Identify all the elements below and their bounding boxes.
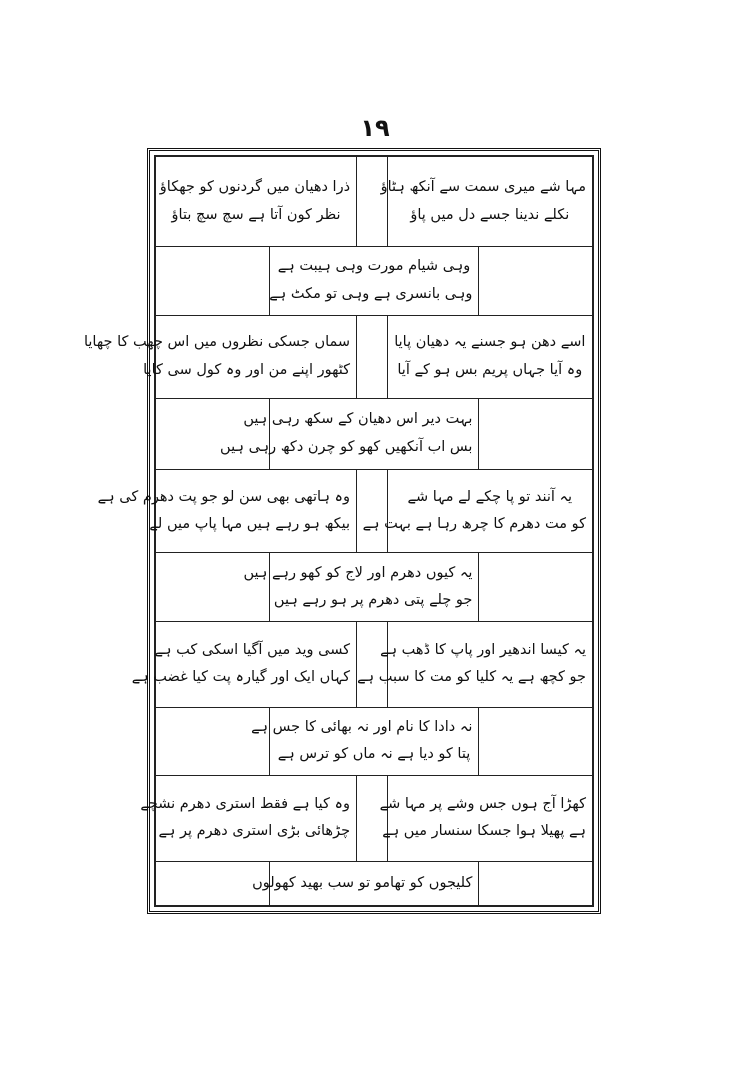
verse-line: ہے پھیلا ہوا جسکا سنسار میں ہے: [382, 823, 586, 840]
empty-cell: [479, 707, 593, 775]
empty-cell: [479, 553, 593, 621]
verse-line: وہی بانسری ہے وہی تو مکٹ ہے: [269, 285, 473, 302]
left-hemistich-cell: [156, 157, 357, 247]
center-verse-row: [156, 399, 593, 469]
center-verse-row: [156, 707, 593, 775]
center-verse-cell: [269, 247, 479, 315]
left-hemistich-cell: [140, 775, 357, 861]
center-verse-row: [156, 553, 593, 621]
verse-line: یہ کیوں دھرم اور لاج کو کھو رہے ہیں: [243, 564, 473, 581]
couplet-row: [156, 157, 593, 247]
verse-line: جو چلے پتی دھرم پر ہو رہے ہیں: [273, 592, 473, 609]
verse-line: بہت دیر اس دھیان کے سکھ رہی ہیں: [243, 411, 473, 428]
verse-line: اسے دھن ہو جسنے یہ دھیان پایا: [394, 334, 586, 351]
verse-line: ذرا دھیان میں گردنوں کو جھکاؤ: [159, 179, 351, 196]
verse-body: [83, 157, 593, 906]
right-hemistich-cell: [362, 469, 592, 553]
left-hemistich-cell: [97, 469, 357, 553]
couplet-row: [156, 775, 593, 861]
verse-line: یہ کیسا اندھیر اور پاپ کا ڈھب ہے: [380, 641, 586, 658]
verse-grid: [83, 155, 594, 907]
verse-line: پتا کو دیا ہے نہ ماں کو ترس ہے: [277, 746, 471, 763]
verse-line: کٹھور اپنے من اور وہ کول سی کایا: [143, 361, 351, 378]
verse-line: یہ آنند تو پا چکے لے مہا شے: [407, 488, 573, 505]
right-hemistich-cell: [357, 621, 592, 707]
verse-line: کھڑا آج ہوں جس وشے پر مہا شے: [379, 795, 586, 812]
right-hemistich-cell: [379, 775, 592, 861]
page-number: ۱۹: [360, 114, 390, 142]
left-hemistich-cell: [131, 621, 357, 707]
divider-cell: [357, 157, 388, 247]
couplet-row: [156, 315, 593, 399]
verse-line: کو مت دھرم کا چرھ رہا ہے بہت ہے: [362, 516, 586, 533]
verse-line: کلیجوں کو تھامو تو سب بھید کھولوں: [252, 874, 473, 891]
verse-line: بس اب آنکھیں کھو کو چرن دکھ رہی ہیں: [220, 439, 473, 456]
verse-line: وہ ہاتھی بھی سن لو جو پت دھرم کی ہے: [97, 488, 351, 505]
left-hemistich-cell: [83, 315, 357, 399]
verse-line: جو کچھ ہے یہ کلیا کو مت کا سبب ہے: [357, 669, 586, 686]
center-verse-cell: [252, 861, 479, 905]
empty-cell: [479, 247, 593, 315]
verse-line: نہ دادا کا نام اور نہ بھائی کا جس ہے: [251, 718, 473, 735]
verse-line: وہ آیا جہاں پریم بس ہو کے آیا: [397, 361, 583, 378]
couplet-row: [156, 621, 593, 707]
verse-line: کسی وید میں آگیا اسکی کب ہے: [154, 641, 351, 658]
center-verse-cell: [243, 553, 479, 621]
couplet-row: [156, 469, 593, 553]
verse-line: نظر کون آتا ہے سچ سچ بتاؤ: [171, 206, 341, 223]
verse-line: وہی شیام مورت وہی ہیبت ہے: [277, 258, 471, 275]
verse-line: سماں جسکی نظروں میں اس چھب کا چھایا: [83, 334, 351, 351]
center-verse-cell: [220, 399, 479, 469]
divider-cell: [357, 315, 388, 399]
right-hemistich-cell: [380, 157, 592, 247]
verse-line: وہ کیا ہے فقط استری دھرم نشچے: [140, 795, 351, 812]
empty-cell: [479, 861, 593, 905]
empty-cell: [156, 247, 270, 315]
verse-table: [83, 156, 593, 906]
verse-line: کہاں ایک اور گیارہ پت کیا غضب ہے: [131, 669, 351, 686]
page-frame: [83, 148, 601, 914]
right-hemistich-cell: [387, 315, 592, 399]
center-verse-row: [156, 247, 593, 315]
verse-line: بیکھ ہو رہے ہیں مہا پاپ میں لے: [149, 516, 351, 533]
verse-line: چڑھائی بڑی استری دھرم پر ہے: [158, 823, 351, 840]
center-verse-cell: [251, 707, 479, 775]
verse-line: مہا شے میری سمت سے آنکھ ہٹاؤ: [380, 179, 586, 196]
center-verse-row: [156, 861, 593, 905]
verse-line: نکلے ندینا جسے دل میں پاؤ: [410, 206, 570, 223]
empty-cell: [479, 399, 593, 469]
